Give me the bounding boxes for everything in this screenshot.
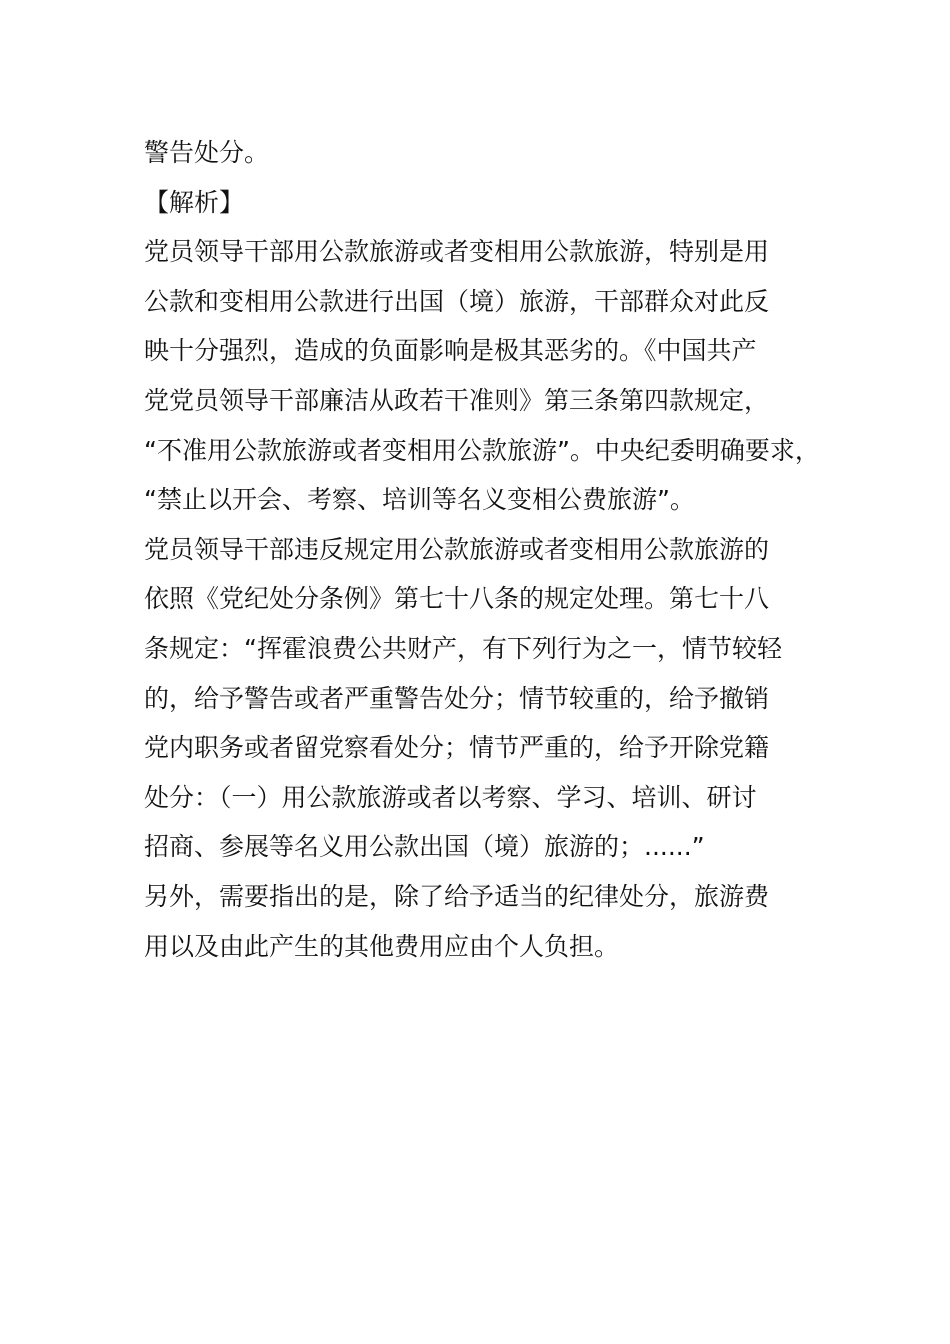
text-line: 党党员领导干部廉洁从政若干准则》第三条第四款规定， xyxy=(144,385,770,415)
text-line: 的，给予警告或者严重警告处分；情节较重的，给予撤销 xyxy=(144,683,770,713)
text-line: “禁止以开会、考察、培训等名义变相公费旅游”。 xyxy=(144,485,695,515)
text-line: 警告处分。 xyxy=(144,138,270,167)
text-line: 用以及由此产生的其他费用应由个人负担。 xyxy=(144,931,620,961)
text-line: 条规定：“挥霍浪费公共财产，有下列行为之一，情节较轻 xyxy=(144,633,782,663)
text-line: 党内职务或者留党察看处分；情节严重的，给予开除党籍 xyxy=(144,733,770,763)
text-line: 映十分强烈，造成的负面影响是极其恶劣的。《中国共产 xyxy=(144,336,757,366)
text-line: 另外，需要指出的是，除了给予适当的纪律处分，旅游费 xyxy=(144,881,770,911)
text-line: “不准用公款旅游或者变相用公款旅游”。中央纪委明确要求， xyxy=(144,435,820,465)
text-line: 党员领导干部用公款旅游或者变相用公款旅游，特别是用 xyxy=(144,237,770,267)
text-line: 依照《党纪处分条例》第七十八条的规定处理。第七十八 xyxy=(144,584,770,614)
text-line: 招商、参展等名义用公款出国（境）旅游的；......” xyxy=(144,832,705,862)
section-heading: 【解析】 xyxy=(144,187,245,217)
text-line: 党员领导干部违反规定用公款旅游或者变相用公款旅游的 xyxy=(144,534,770,564)
text-line: 公款和变相用公款进行出国（境）旅游，干部群众对此反 xyxy=(144,286,770,316)
document-body xyxy=(144,128,844,971)
text-line: 处分：（一）用公款旅游或者以考察、学习、培训、研讨 xyxy=(144,782,757,812)
